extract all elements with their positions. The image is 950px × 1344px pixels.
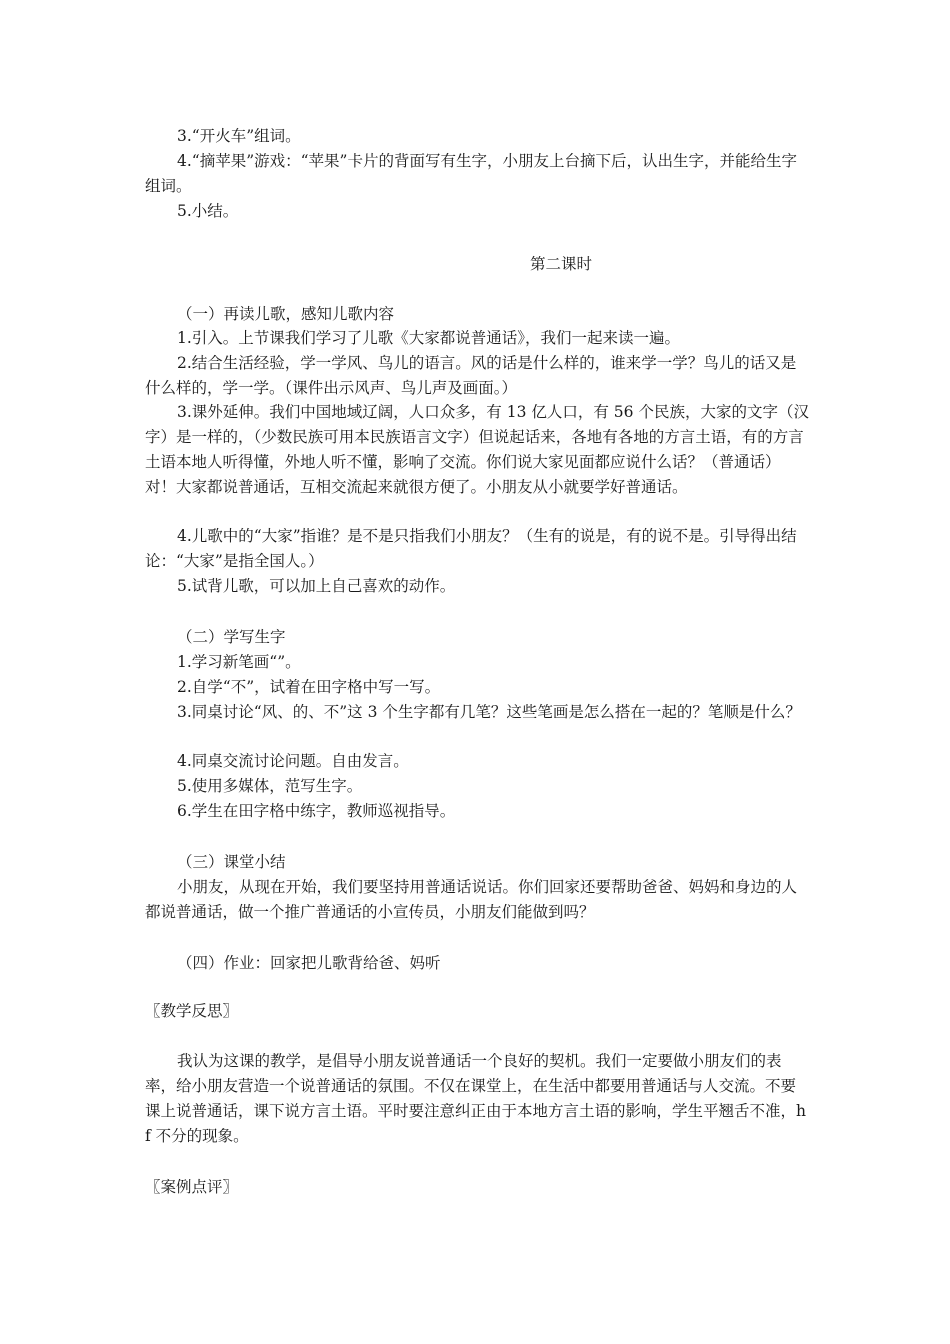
list-item: 2.结合生活经验，学一学风、鸟儿的语言。风的话是什么样的，谁来学一学？鸟儿的话又是什么样的，学一学。（课件出示风声、鸟儿声及画面。） <box>145 354 797 397</box>
list-item: 2.自学“不”，试着在田字格中写一写。 <box>177 678 441 696</box>
section-heading: （一）再读儿歌，感知儿歌内容 <box>177 305 395 323</box>
lesson-title: 第二课时 <box>530 255 593 273</box>
list-item: 4.儿歌中的“大家”指谁？是不是只指我们小朋友？（生有的说是，有的说不是。引导得出结论：“大家”是指全国人。） <box>145 527 797 570</box>
list-item: 5.使用多媒体，范写生字。 <box>177 777 363 795</box>
paragraph: 小朋友，从现在开始，我们要坚持用普通话说话。你们回家还要帮助爸爸、妈妈和身边的人都说普通话，做一个推广普通话的小宣传员，小朋友们能做到吗？ <box>145 878 798 921</box>
list-item: 3.同桌讨论“风、的、不”这 3 个生字都有几笔？这些笔画是怎么搭在一起的？笔顺是什么？ <box>177 703 801 721</box>
list-item: 5.小结。 <box>177 202 239 220</box>
section-heading: （二）学写生字 <box>177 628 286 646</box>
list-item: 5.试背儿歌，可以加上自己喜欢的动作。 <box>177 577 456 595</box>
list-item: 4.“摘苹果”游戏：“苹果”卡片的背面写有生字，小朋友上台摘下后，认出生字，并能给生字组词。 <box>145 152 797 195</box>
list-item: 3.课外延伸。我们中国地域辽阔，人口众多，有 13 亿人口，有 56 个民族，大家的文字（汉字）是一样的，（少数民族可用本民族语言文字）但说起话来，各地有各地的方言土语，有的方言土语本地人听得懂，外地人听不懂，影响了交流。你们说大家见面都应说什么话？（普通话）对！大家都说普通话，互相交流起来就很方便了。小朋友从小就要学好普通话。 <box>145 403 809 496</box>
section-heading: （三）课堂小结 <box>177 853 286 871</box>
list-item: 1.学习新笔画“”。 <box>177 653 301 671</box>
section-heading: 〖案例点评〗 <box>145 1178 239 1196</box>
list-item: 4.同桌交流讨论问题。自由发言。 <box>177 752 409 770</box>
list-item: 1.引入。上节课我们学习了儿歌《大家都说普通话》，我们一起来读一遍。 <box>177 329 681 347</box>
paragraph: 我认为这课的教学，是倡导小朋友说普通话一个良好的契机。我们一定要做小朋友们的表率，给小朋友营造一个说普通话的氛围。不仅在课堂上，在生活中都要用普通话与人交流。不要课上说普通话，课下说方言土语。平时要注意纠正由于本地方言土语的影响，学生平翘舌不准，h f 不分的现象。 <box>145 1052 806 1145</box>
section-heading: 〖教学反思〗 <box>145 1002 239 1020</box>
list-item: 6.学生在田字格中练字，教师巡视指导。 <box>177 802 456 820</box>
section-heading: （四）作业：回家把儿歌背给爸、妈听 <box>177 954 441 972</box>
list-item: 3.“开火车”组词。 <box>177 127 301 145</box>
